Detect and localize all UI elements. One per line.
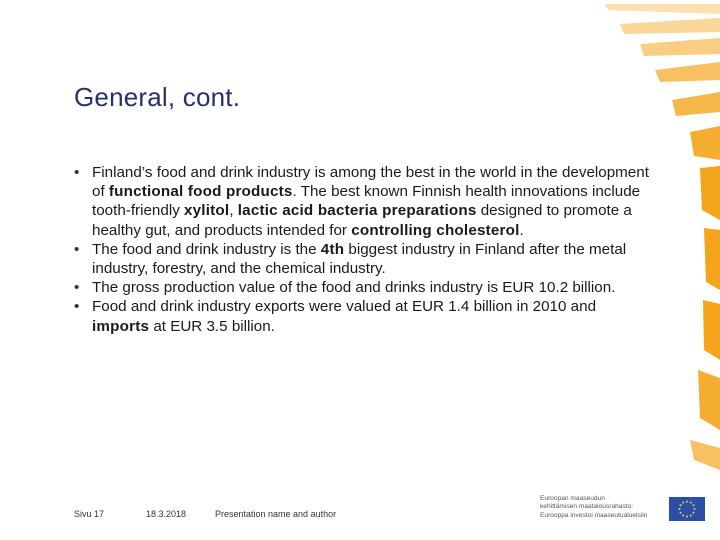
eu-star — [686, 501, 688, 503]
bullet-text: The food and drink industry is the — [92, 240, 321, 258]
bullet-bold-text: lactic acid bacteria preparations — [237, 202, 477, 220]
footer-presentation-name: Presentation name and author — [215, 509, 337, 519]
bullet-bold-text: functional food products — [108, 183, 293, 201]
bullet-text: . — [519, 221, 524, 239]
bullet-bold-text: controlling cholesterol — [351, 221, 520, 239]
eu-logo-line: kehittämisen maatalousrahasto: — [540, 503, 634, 511]
bullet-text: Food and drink industry exports were valued at EUR 1.4 billion in 2010 and — [92, 298, 597, 316]
bullet-item — [74, 240, 654, 278]
bullet-bold-text: imports — [92, 317, 150, 335]
bullet-bold-text: xylitol — [184, 202, 230, 220]
eu-star — [694, 508, 696, 510]
bullet-item — [74, 163, 654, 240]
eu-flag-icon — [669, 497, 705, 521]
eu-star — [682, 515, 684, 517]
bullet-text: designed to promote a healthy gut, and products intended for — [92, 202, 632, 239]
bullet-item — [74, 278, 654, 297]
eu-logo-text — [540, 495, 666, 520]
eu-star — [693, 512, 695, 514]
bullet-list — [74, 163, 654, 336]
bullet-text: The gross production value of the food and drinks industry is EUR 10.2 billion. — [92, 279, 616, 297]
bullet-bold-text: 4th — [320, 240, 345, 258]
eu-star — [693, 504, 695, 506]
bullet-text: Finland’s food and drink industry is among the best in the world in the development of — [92, 164, 649, 201]
eu-logo-line: Euroopan maaseudun — [540, 495, 605, 502]
eu-star — [686, 516, 688, 518]
bullet-text: . The best known Finnish health innovations include tooth-friendly — [92, 183, 641, 220]
bullet-text: , — [229, 202, 238, 220]
eu-star — [679, 508, 681, 510]
eu-star — [690, 502, 692, 504]
slide-title: General, cont. — [74, 82, 241, 112]
eu-star — [690, 515, 692, 517]
bullet-item — [74, 297, 654, 335]
eu-star — [682, 502, 684, 504]
eu-logo-line: Eurooppa investoi maaseutualueisiin — [540, 511, 648, 519]
footer-page-number: Sivu 17 — [74, 509, 105, 519]
eu-star — [680, 504, 682, 506]
eu-star — [680, 512, 682, 514]
footer-date: 18.3.2018 — [146, 509, 187, 519]
bullet-text: at EUR 3.5 billion. — [149, 317, 275, 335]
bullet-text: biggest industry in Finland after the metal industry, forestry, and the chemical industry. — [92, 240, 627, 278]
